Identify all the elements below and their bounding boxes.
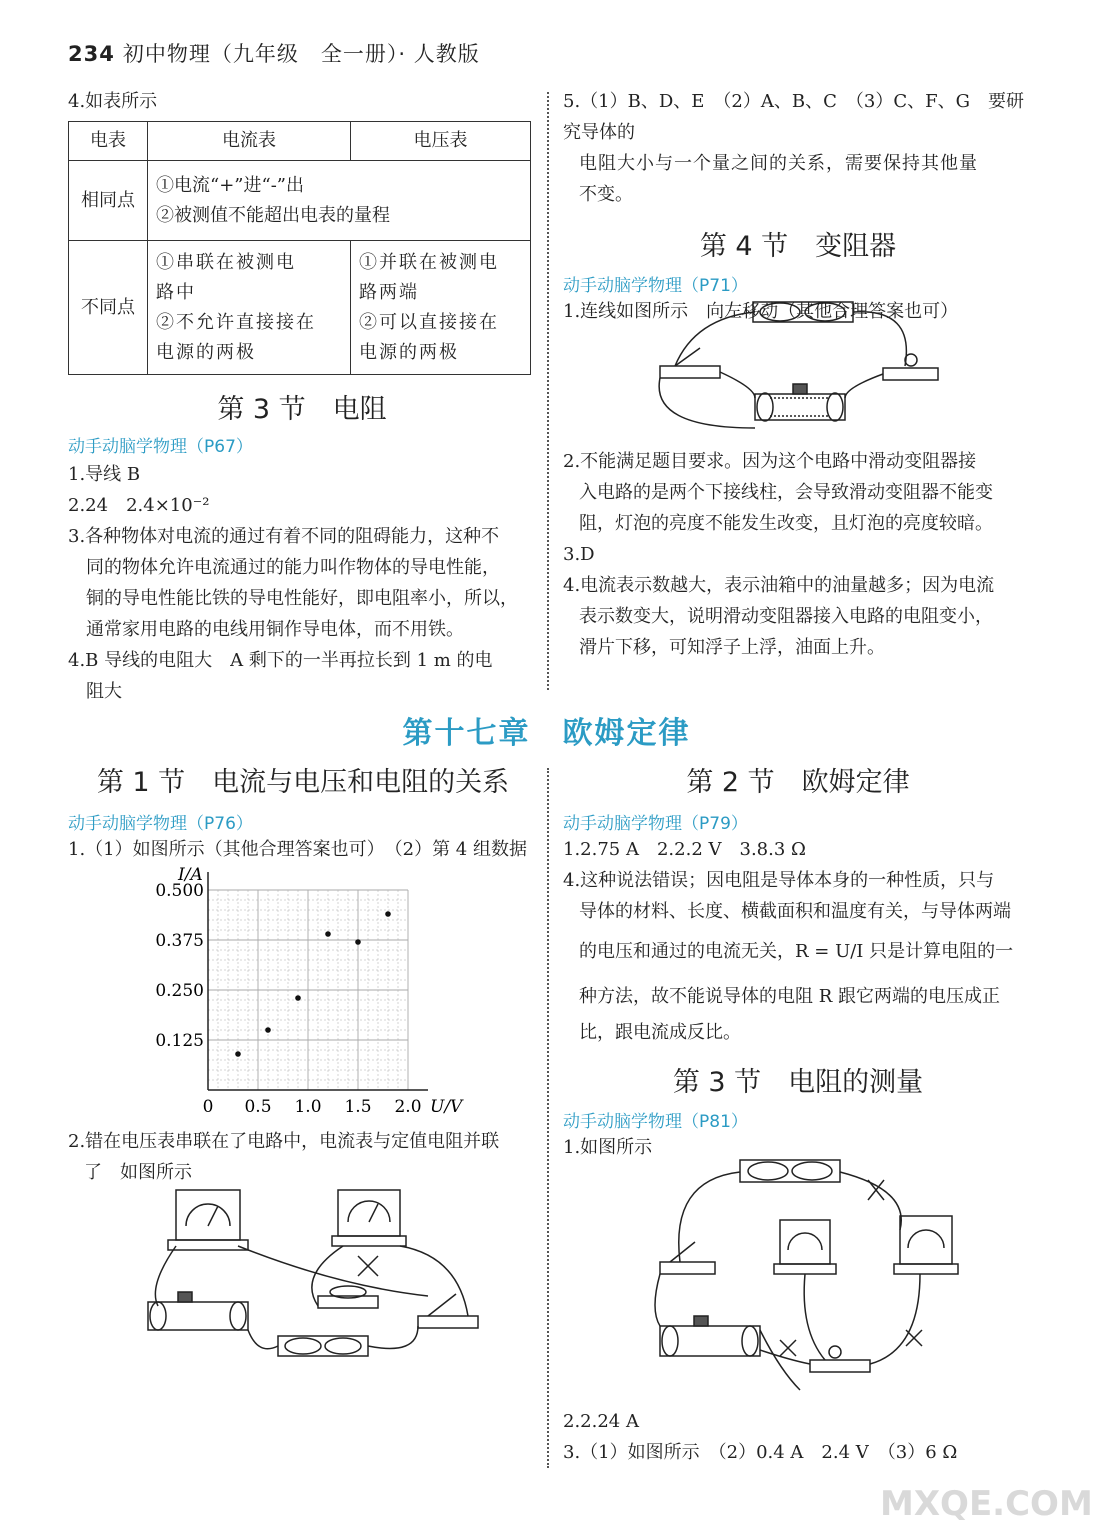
cell-line: ②可以直接接在 bbox=[358, 311, 499, 333]
voltmeter-error-circuit-figure bbox=[138, 1186, 538, 1376]
answer-line: 导体的材料、长度、横截面积和温度有关，与导体两端 bbox=[579, 901, 1011, 922]
page-header bbox=[68, 38, 480, 68]
chart-points bbox=[235, 911, 391, 1057]
data-point bbox=[235, 1051, 241, 1057]
answer-line: 1.如图所示 bbox=[563, 1137, 653, 1158]
same-line: ①电流“+”进“-”出 bbox=[156, 174, 304, 196]
section-title: 第 3 节 电阻 bbox=[217, 394, 387, 425]
answer-line: 了 如图所示 bbox=[84, 1162, 192, 1183]
cell-line: ①串联在被测电 bbox=[156, 251, 296, 273]
answer-line: 4.电流表示数越大，表示油箱中的油量越多；因为电流 bbox=[563, 575, 995, 596]
answers-list bbox=[68, 459, 536, 707]
diff-ammeter-cell bbox=[148, 241, 351, 375]
answer-line: 2.24 2.4×10⁻² bbox=[68, 495, 210, 516]
answer-line: 同的物体允许电流通过的能力叫作物体的导电性能， bbox=[86, 557, 500, 578]
table-header-cell: 电压表 bbox=[350, 122, 530, 161]
cell-line: ②不允许直接接在 bbox=[156, 311, 316, 333]
answer-line: 3.各种物体对电流的通过有着不同的阻碍能力，这种不 bbox=[68, 526, 500, 547]
cell-line: 路两端 bbox=[358, 281, 419, 303]
subtitle: 动手动脑学物理（P79） bbox=[563, 814, 748, 834]
left-top-column bbox=[68, 86, 536, 707]
meter-compare-table bbox=[68, 121, 531, 375]
answer-line: 铜的导电性能比铁的导电性能好，即电阻率小，所以， bbox=[86, 588, 518, 609]
section-title: 第 2 节 欧姆定律 bbox=[686, 767, 910, 798]
answer-line: 入电路的是两个下接线柱，会导致滑动变阻器不能变 bbox=[579, 482, 993, 503]
book-title: 初中物理（九年级 全一册）· 人教版 bbox=[122, 42, 480, 66]
y-axis-label: I/A bbox=[178, 865, 203, 885]
y-tick-label: 0.125 bbox=[155, 1031, 204, 1051]
right-bottom-column bbox=[563, 760, 1033, 1163]
answer-line: 4.这种说法错误；因电阻是导体本身的一种性质，只与 bbox=[563, 870, 995, 891]
watermark: MXQE.COM bbox=[880, 1484, 1093, 1524]
chapter-title: 第十七章 欧姆定律 bbox=[402, 716, 691, 751]
subtitle: 动手动脑学物理（P67） bbox=[68, 437, 253, 457]
resistance-measure-circuit-figure bbox=[640, 1150, 970, 1400]
table-header-cell: 电表 bbox=[69, 122, 148, 161]
answer-line: 5.（1）B、D、E （2）A、B、C （3）C、F、G 要研究导体的 bbox=[563, 91, 1024, 143]
answer-line: 通常家用电路的电线用铜作导电体，而不用铁。 bbox=[86, 619, 464, 640]
cell-line: 电源的两极 bbox=[358, 341, 459, 363]
answer-line: 滑片下移，可知浮子上浮，油面上升。 bbox=[579, 637, 885, 658]
subtitle: 动手动脑学物理（P81） bbox=[563, 1112, 748, 1132]
answer-line: 的电压和通过的电流无关，R = U/I 只是计算电阻的一 bbox=[579, 941, 1014, 962]
iu-scatter-chart bbox=[150, 862, 470, 1127]
subtitle: 动手动脑学物理（P76） bbox=[68, 814, 253, 834]
chart-labels bbox=[155, 865, 464, 1117]
answer-line: 阻大 bbox=[86, 681, 122, 702]
answer-line: 2.错在电压表串联在了电路中，电流表与定值电阻并联 bbox=[68, 1131, 500, 1152]
left-bottom-q2 bbox=[68, 1126, 538, 1188]
answer-line: 2.2.24 A bbox=[563, 1411, 639, 1432]
same-label: 相同点 bbox=[69, 161, 148, 241]
chart-grid bbox=[208, 890, 408, 1090]
answer-line: 2.不能满足题目要求。因为这个电路中滑动变阻器接 bbox=[563, 451, 977, 472]
answer-line: 种方法，故不能说导体的电阻 R 跟它两端的电压成正 bbox=[579, 986, 1000, 1007]
answer-line: 1.2.75 A 2.2.2 V 3.8.3 Ω bbox=[563, 839, 806, 860]
data-point bbox=[265, 1027, 271, 1033]
y-tick-label: 0.250 bbox=[155, 981, 204, 1001]
cell-line: 电源的两极 bbox=[156, 341, 256, 363]
x-tick-label: 1.0 bbox=[294, 1097, 322, 1117]
section-title: 第 1 节 电流与电压和电阻的关系 bbox=[96, 767, 510, 798]
answer-line: 3.D bbox=[563, 544, 595, 565]
section-title: 第 4 节 变阻器 bbox=[699, 231, 897, 262]
page-number: 234 bbox=[68, 42, 115, 66]
section-title: 第 3 节 电阻的测量 bbox=[672, 1067, 924, 1098]
answer-line: 表示数变大，说明滑动变阻器接入电路的电阻变小， bbox=[579, 606, 993, 627]
y-tick-label: 0.500 bbox=[155, 881, 204, 901]
answer-line: 阻，灯泡的亮度不能发生改变，且灯泡的亮度较暗。 bbox=[579, 513, 993, 534]
data-point bbox=[325, 931, 331, 937]
column-divider-top bbox=[547, 92, 549, 690]
same-line: ②被测值不能超出电表的量程 bbox=[156, 204, 390, 226]
answer-line: 4.B 导线的电阻大 A 剩下的一半再拉长到 1 m 的电 bbox=[68, 650, 493, 671]
q4-intro: 4.如表所示 bbox=[68, 91, 158, 112]
right-top-answers bbox=[563, 446, 1033, 663]
x-tick-label: 2.0 bbox=[394, 1097, 422, 1117]
x-tick-label: 1.5 bbox=[344, 1097, 372, 1117]
answer-line: 电阻大小与一个量之间的关系，需要保持其他量 bbox=[579, 153, 978, 174]
x-axis-label: U/V bbox=[430, 1097, 463, 1117]
answer-line: 1.导线 B bbox=[68, 464, 141, 485]
table-header-cell: 电流表 bbox=[148, 122, 351, 161]
answer-line: 比，跟电流成反比。 bbox=[579, 1022, 741, 1043]
same-cell bbox=[148, 161, 531, 241]
x-tick-label: 0.5 bbox=[244, 1097, 272, 1117]
chart-axes bbox=[208, 872, 428, 1090]
q1-line: 1.连线如图所示 向左移动（其他合理答案也可） bbox=[563, 301, 959, 322]
column-divider-bottom bbox=[547, 768, 549, 1468]
right-bottom-tail bbox=[563, 1406, 1033, 1468]
data-point bbox=[355, 939, 361, 945]
left-bottom-column bbox=[68, 760, 538, 865]
rheostat-circuit-figure bbox=[655, 288, 945, 438]
diff-voltmeter-cell bbox=[350, 241, 530, 375]
cell-line: ①并联在被测电 bbox=[358, 251, 499, 273]
answer-line: 不变。 bbox=[579, 184, 633, 205]
diff-label: 不同点 bbox=[69, 241, 148, 375]
q1-line: 1.（1）如图所示（其他合理答案也可） （2）第 4 组数据 bbox=[68, 839, 527, 860]
data-point bbox=[295, 995, 301, 1001]
answer-line: 3.（1）如图所示 （2）0.4 A 2.4 V （3）6 Ω bbox=[563, 1442, 958, 1463]
cell-line: 路中 bbox=[156, 281, 196, 303]
y-tick-label: 0.375 bbox=[155, 931, 204, 951]
subtitle: 动手动脑学物理（P71） bbox=[563, 276, 748, 296]
data-point bbox=[385, 911, 391, 917]
x-tick-label: 0 bbox=[202, 1097, 214, 1117]
